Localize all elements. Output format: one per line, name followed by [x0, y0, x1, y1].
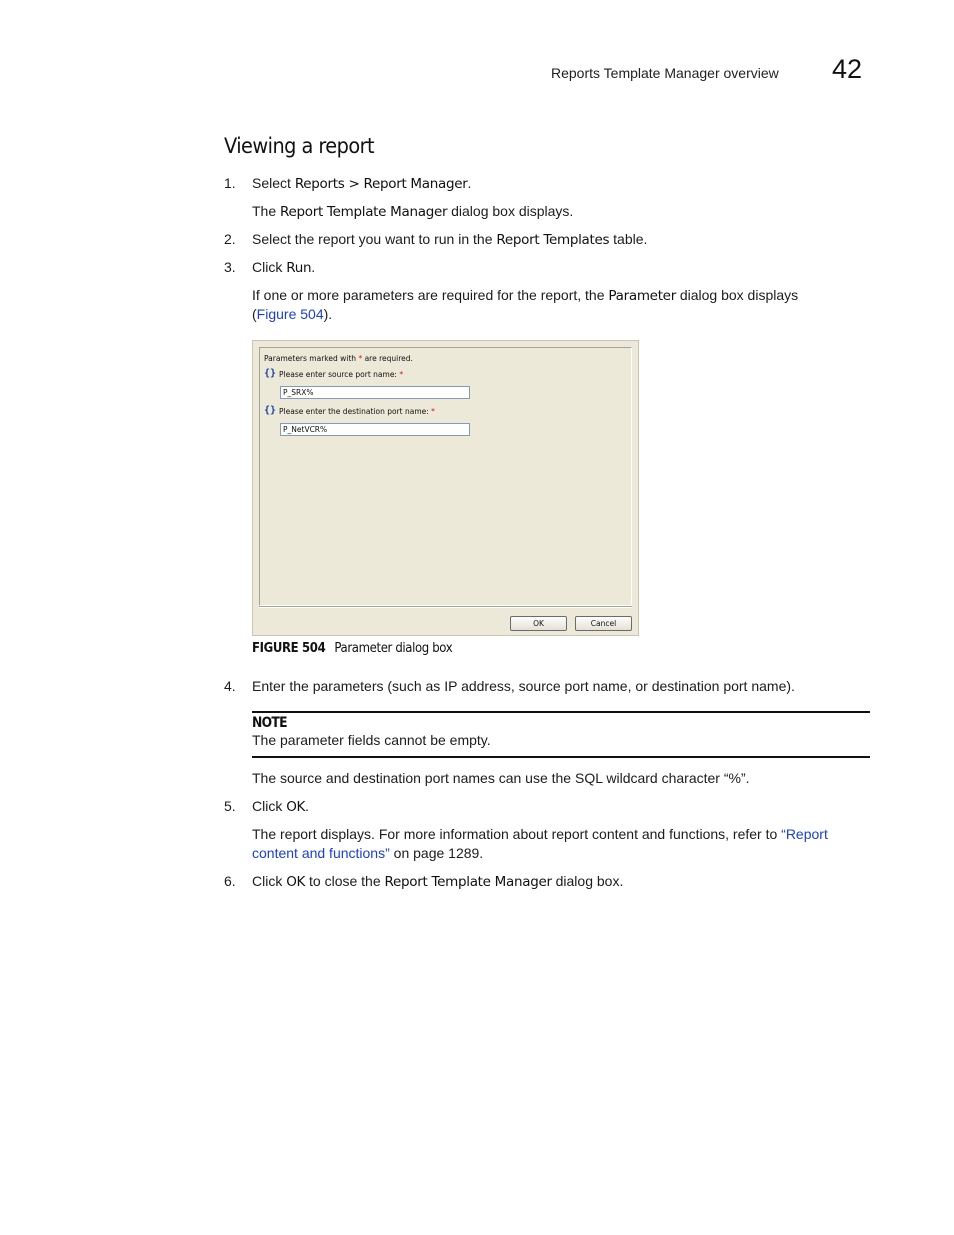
destination-port-label: Please enter the destination port name: *: [279, 407, 435, 416]
figure-504-link[interactable]: Figure 504: [256, 306, 324, 322]
step-2-number: 2.: [224, 231, 236, 247]
figure-caption: [252, 641, 452, 656]
chapter-number: 42: [832, 54, 863, 84]
figure-caption-text: Parameter dialog box: [334, 641, 453, 656]
parameter-brace-icon: {}: [264, 368, 277, 379]
section-heading: Viewing a report: [224, 134, 375, 158]
step-6-text: Click OK to close the Report Template Manager dialog box.: [252, 873, 624, 890]
parameter-dialog-figure: [252, 340, 639, 636]
ok-button[interactable]: OK: [510, 616, 567, 631]
step-5-result-line1: The report displays. For more information about report content and functions, refer to “Report: [252, 826, 828, 842]
report-content-link-cont[interactable]: content and functions”: [252, 845, 390, 861]
source-port-label: Please enter source port name: *: [279, 370, 404, 379]
step-1-number: 1.: [224, 175, 236, 191]
note-label: NOTE: [252, 715, 287, 731]
step-3-text: Click Run.: [252, 259, 316, 276]
step-2-text: Select the report you want to run in the Report Templates table.: [252, 231, 648, 248]
required-fields-note: Parameters marked with * are required.: [264, 354, 413, 363]
report-content-link[interactable]: “Report: [781, 826, 828, 842]
step-5-number: 5.: [224, 798, 236, 814]
menu-path: Reports > Report Manager: [294, 176, 468, 192]
note-bottom-rule: [252, 756, 870, 758]
step-3-result-line2: (Figure 504).: [252, 306, 333, 322]
step-1-result: The Report Template Manager dialog box displays.: [252, 203, 574, 220]
step-5-result-line2: content and functions” on page 1289.: [252, 845, 484, 861]
note-top-rule: [252, 711, 870, 713]
source-port-input[interactable]: P_SRX%: [280, 386, 470, 399]
destination-port-input[interactable]: P_NetVCR%: [280, 423, 470, 436]
step-1-text: Select Reports > Report Manager.: [252, 175, 472, 192]
step-6-number: 6.: [224, 873, 236, 889]
step-4-number: 4.: [224, 678, 236, 694]
dialog-separator: [259, 606, 632, 608]
figure-label: FIGURE 504: [252, 641, 326, 656]
note-text: The parameter fields cannot be empty.: [252, 732, 491, 748]
step-4-detail: The source and destination port names can use the SQL wildcard character “%”.: [252, 770, 750, 786]
step-3-result-line1: If one or more parameters are required for the report, the Parameter dialog box displays: [252, 287, 799, 304]
cancel-button[interactable]: Cancel: [575, 616, 632, 631]
step-3-number: 3.: [224, 259, 236, 275]
parameter-brace-icon: {}: [264, 405, 277, 416]
running-header-title: Reports Template Manager overview: [551, 65, 779, 81]
step-4-text: Enter the parameters (such as IP address, source port name, or destination port name).: [252, 678, 795, 694]
step-5-text: Click OK.: [252, 798, 310, 815]
